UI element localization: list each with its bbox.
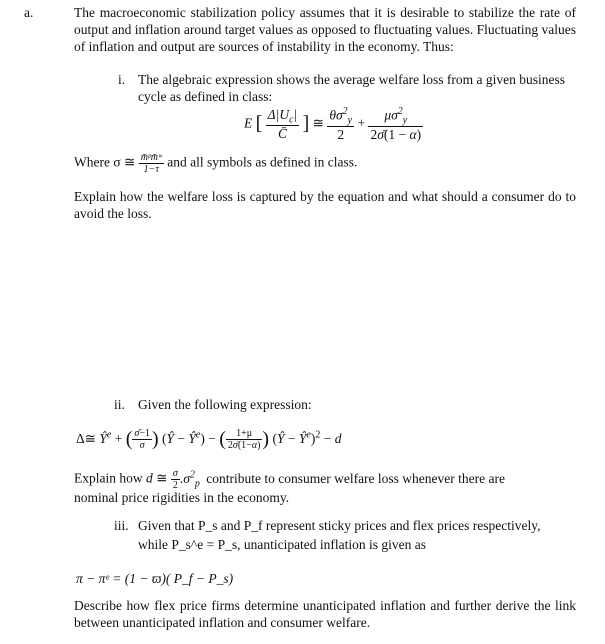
- sigma-denominator: 1−τ: [143, 164, 159, 175]
- part-iii-line2: while P_s^e = P_s, unanticipated inflation is given as: [138, 537, 427, 552]
- sigma-numerator: m̄ᵖm̄ʷ: [140, 152, 162, 163]
- part-ii-explain-line2: nominal price rigidities in the economy.: [74, 490, 290, 505]
- part-ii-numeral: ii.: [114, 397, 125, 412]
- unanticipated-inflation-equation: π − πᵉ = (1 − ϖ)( P_f − P_s): [76, 571, 234, 586]
- part-ii-text: Given the following expression:: [138, 397, 312, 412]
- where-prefix: Where σ ≅: [74, 154, 136, 170]
- part-i-numeral: i.: [118, 72, 126, 87]
- intro-paragraph: The macroeconomic stabilization policy assumes that it is desirable to stabilize the rate of output and inflation around target values as opposed to fluctuating values. Fluctuating values of inflation and output are sources of instability in the economy. Thus:: [74, 5, 576, 54]
- part-i-text: The algebraic expression shows the average welfare loss from a given business cycle as defined in class:: [138, 72, 565, 104]
- part-iii-numeral: iii.: [114, 518, 129, 533]
- where-sigma-line: [74, 152, 357, 175]
- item-label: a.: [24, 5, 34, 20]
- part-ii-explain-line1: Explain how d ≅ $\frac{\sigma}{2}$ $.\sigma^2_p$ contribute to consumer welfare loss whenever there are: [74, 468, 505, 491]
- welfare-loss-equation: E [ $\frac{\Delta|U_c|}{C̄}$ ] ≅ $\frac{\theta\sigma^2_y}{2}$ + $\frac{\mu\sigma^2_y}{2\sigmā(1 - \alpha)}$: [244, 106, 422, 143]
- sigma-fraction: [139, 152, 164, 175]
- delta-expression: Δ≅ $Ŷ^e$ + ( $\frac{\sigmā-1}{\sigma}$ ) (Ŷ − $Ŷ^e$) − ( $\frac{1+\mu}{2\sigmā(1-\alpha)}$ ) (Ŷ − $Ŷ^e)^2 - d$: [76, 428, 342, 452]
- where-suffix: and all symbols as defined in class.: [167, 154, 358, 170]
- part-i-question: Explain how the welfare loss is captured by the equation and what should a consumer do to avoid the loss.: [74, 189, 576, 221]
- explain-prefix: Explain how: [74, 470, 143, 486]
- part-iii-line1: Given that P_s and P_f represent sticky prices and flex prices respectively,: [138, 518, 541, 533]
- part-iii-question: Describe how flex price firms determine unanticipated inflation and further derive the link between unanticipated inflation and consumer welfare.: [74, 598, 576, 630]
- explain-suffix: contribute to consumer welfare loss whenever there are: [206, 470, 505, 486]
